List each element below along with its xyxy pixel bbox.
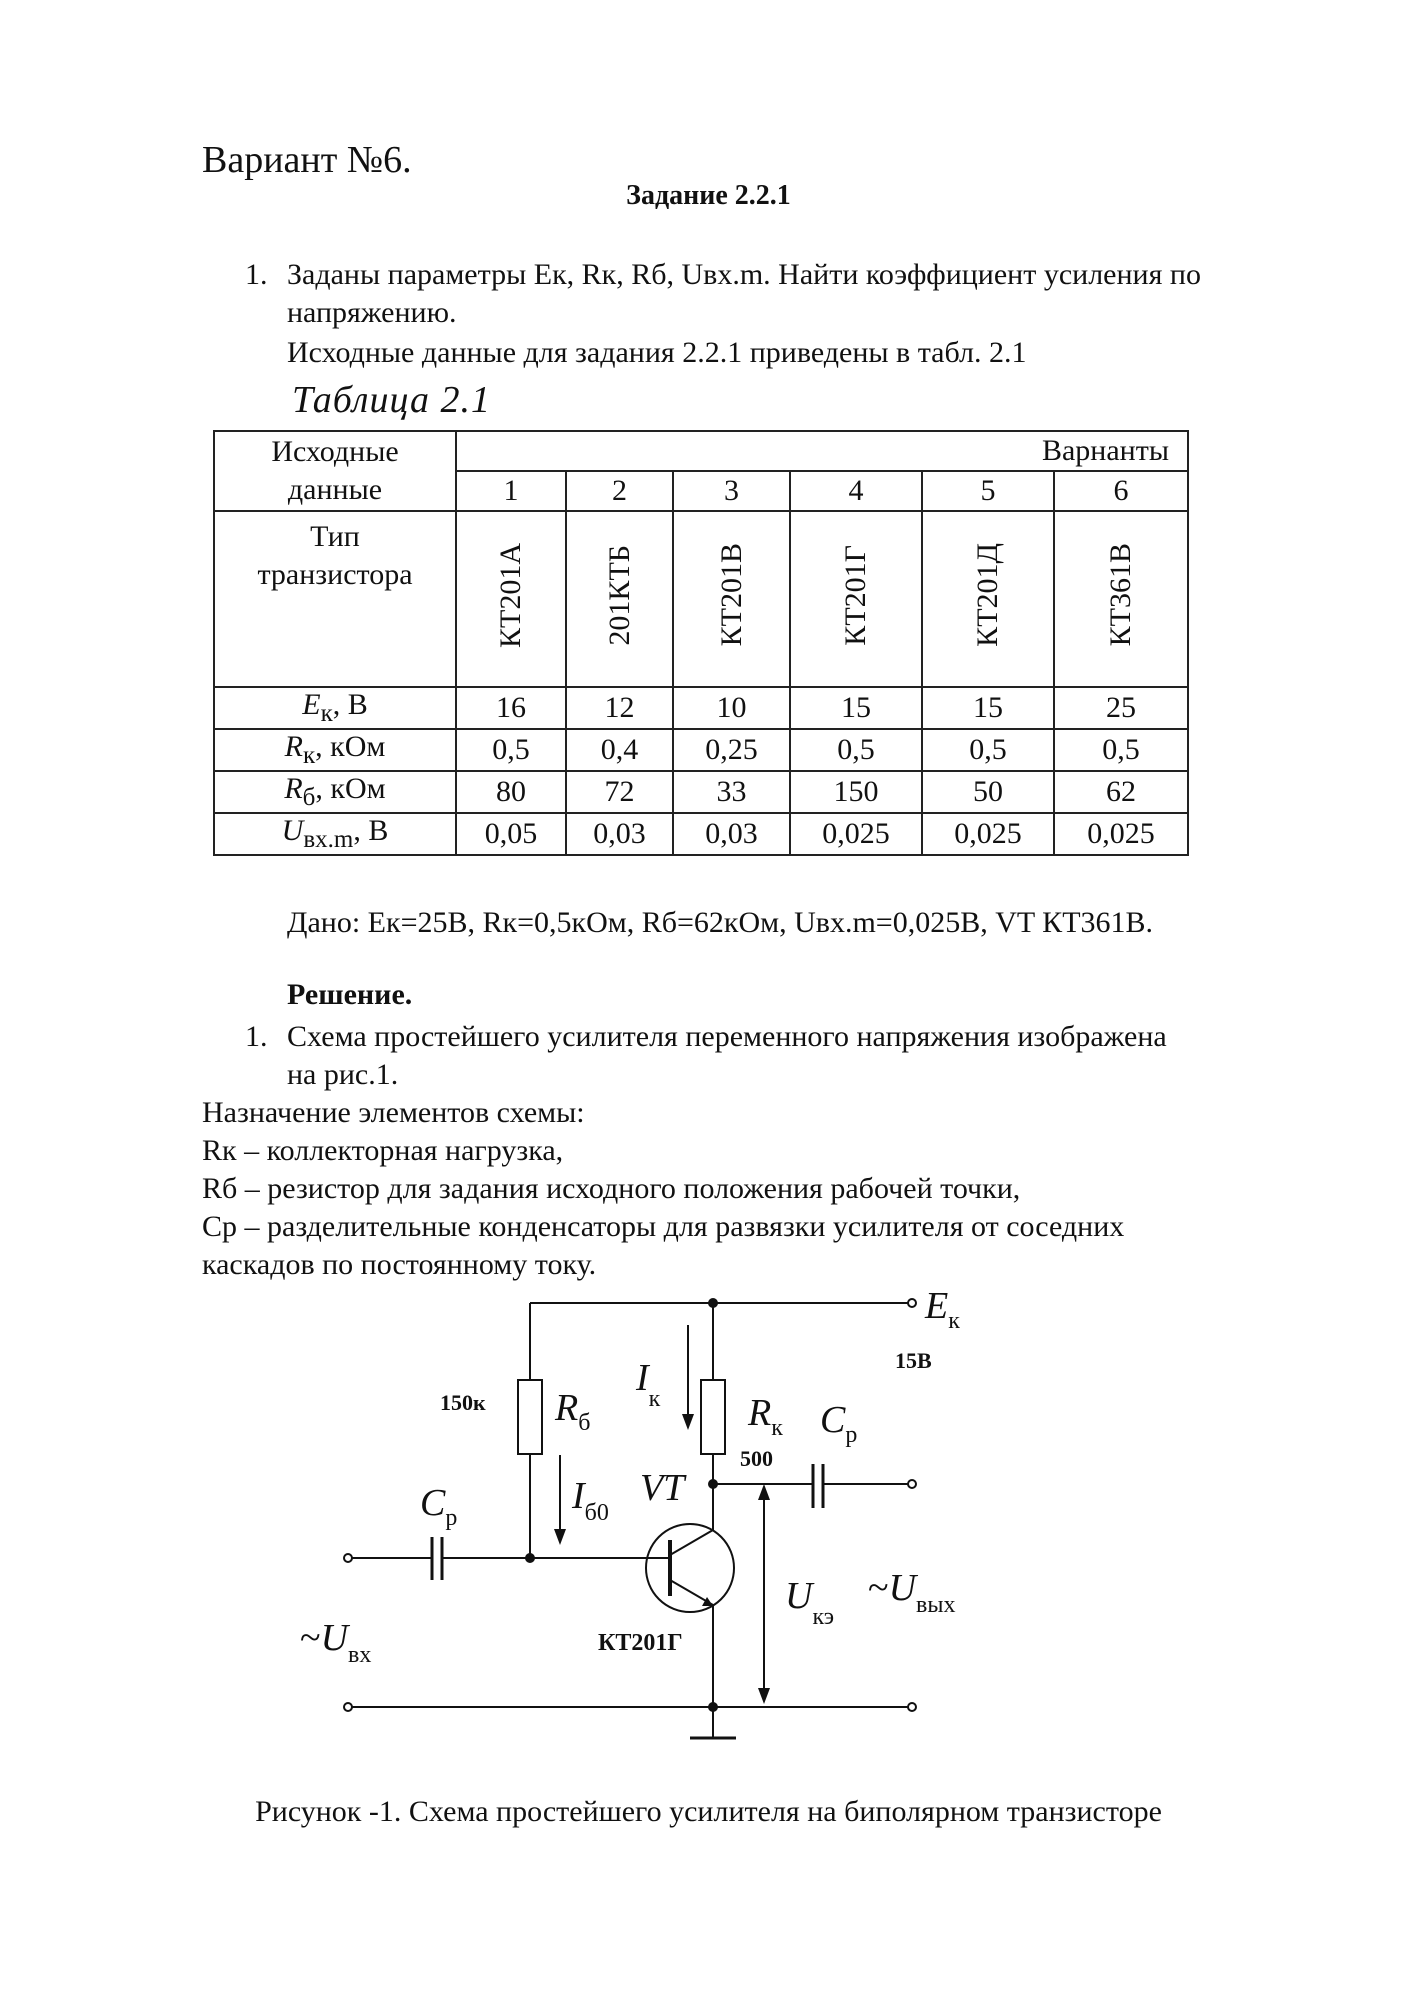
given-line: Дано: Ек=25В, Rк=0,5кОм, Rб=62кОм, Uвх.m=0,025В, VT КТ361В. bbox=[287, 906, 1154, 939]
table-cell: 62 bbox=[1054, 771, 1188, 813]
table-cell: 15 bbox=[790, 687, 922, 729]
transistor-type: КТ201А bbox=[494, 542, 527, 648]
solution-title: Решение. bbox=[287, 978, 413, 1011]
rb-description: Rб – резистор для задания исходного положения рабочей точки, bbox=[202, 1172, 1021, 1205]
transistor-label-line1: Тип bbox=[310, 520, 360, 553]
rb-resistor bbox=[518, 1380, 542, 1454]
transistor-type: 201КТБ bbox=[602, 544, 636, 646]
table-caption: Таблица 2.1 bbox=[292, 379, 491, 421]
cp-output-label: $C_р$ bbox=[820, 1399, 858, 1448]
ik-label: $I_к$ bbox=[636, 1357, 661, 1412]
input-terminal bbox=[344, 1554, 352, 1562]
table-cell: 0,03 bbox=[673, 813, 790, 855]
rb-label: $R_б$ bbox=[555, 1387, 591, 1436]
table-cell: 0,05 bbox=[456, 813, 566, 855]
row-label: $E_к$, В bbox=[214, 687, 456, 729]
table-cell: 0,25 bbox=[673, 729, 790, 771]
rk-label: $R_к$ bbox=[748, 1392, 783, 1441]
solution-item-number: 1. bbox=[245, 1020, 268, 1053]
task-line-3: Исходные данные для задания 2.2.1 приведены в табл. 2.1 bbox=[287, 336, 1027, 369]
row-label: $R_б$, кОм bbox=[214, 771, 456, 813]
table-cell: 16 bbox=[456, 687, 566, 729]
ground-terminal bbox=[344, 1703, 352, 1711]
header-label-line2: данные bbox=[287, 473, 383, 506]
task-line-1: Заданы параметры Ек, Rк, Rб, Uвх.m. Найти коэффициент усиления по bbox=[287, 258, 1201, 291]
transistor-type: КТ201Д bbox=[971, 543, 1004, 647]
table-cell: 0,025 bbox=[922, 813, 1054, 855]
rk-value: 500 bbox=[740, 1446, 773, 1471]
table-cell: 33 bbox=[673, 771, 790, 813]
task-line-2: напряжению. bbox=[287, 296, 457, 329]
rk-resistor bbox=[701, 1380, 725, 1454]
transistor-type: КТ361В bbox=[1104, 543, 1137, 647]
variant-num: 3 bbox=[673, 471, 790, 511]
rk-description: Rк – коллекторная нагрузка, bbox=[202, 1134, 564, 1167]
vt-label: VT bbox=[640, 1467, 685, 1509]
variant-num: 5 bbox=[922, 471, 1054, 511]
cp-input-label: $C_р$ bbox=[420, 1482, 458, 1531]
variants-label: Варнанты bbox=[1041, 434, 1169, 467]
table-cell: 0,5 bbox=[1054, 729, 1188, 771]
uout-label: $\sim U_{вых}$ bbox=[868, 1567, 956, 1618]
table-cell: 0,5 bbox=[922, 729, 1054, 771]
variant-num: 1 bbox=[456, 471, 566, 511]
transistor-label-line2: транзистора bbox=[257, 558, 413, 591]
purpose-title: Назначение элементов схемы: bbox=[202, 1096, 585, 1129]
ek-value: 15В bbox=[895, 1348, 932, 1373]
uin-label: $\sim U_{вх}$ bbox=[300, 1617, 372, 1668]
rb-value: 150к bbox=[440, 1390, 486, 1415]
transistor-symbol bbox=[646, 1524, 734, 1612]
transistor-type: КТ201В bbox=[714, 543, 748, 647]
table-cell: 80 bbox=[456, 771, 566, 813]
variant-num: 6 bbox=[1054, 471, 1188, 511]
header-label-line1: Исходные bbox=[271, 435, 399, 468]
transistor-type: КТ201Г bbox=[839, 544, 872, 646]
table-cell: 0,025 bbox=[1054, 813, 1188, 855]
table-cell: 0,5 bbox=[790, 729, 922, 771]
table-cell: 0,03 bbox=[566, 813, 673, 855]
supply-terminal bbox=[908, 1299, 916, 1307]
row-label: $U_{вх.m}$, В bbox=[214, 813, 456, 855]
table-cell: 10 bbox=[673, 687, 790, 729]
table-cell: 12 bbox=[566, 687, 673, 729]
variant-num: 4 bbox=[790, 471, 922, 511]
solution-line-2: на рис.1. bbox=[287, 1058, 399, 1091]
uke-label: $U_{кэ}$ bbox=[785, 1575, 835, 1630]
cp-description-2: каскадов по постоянному току. bbox=[202, 1248, 597, 1281]
transistor-type-label: КТ201Г bbox=[598, 1630, 683, 1656]
table-cell: 15 bbox=[922, 687, 1054, 729]
figure-caption: Рисунок -1. Схема простейшего усилителя на биполярном транзисторе bbox=[255, 1795, 1162, 1828]
task-title: Задание 2.2.1 bbox=[626, 180, 791, 211]
output-terminal bbox=[908, 1480, 916, 1488]
table-cell: 0,025 bbox=[790, 813, 922, 855]
table-cell: 0,4 bbox=[566, 729, 673, 771]
row-label: $R_к$, кОм bbox=[214, 729, 456, 771]
task-item-number: 1. bbox=[245, 258, 268, 291]
table-cell: 50 bbox=[922, 771, 1054, 813]
solution-line-1: Схема простейшего усилителя переменного напряжения изображена bbox=[287, 1020, 1167, 1053]
ek-label: $E_к$ bbox=[925, 1285, 960, 1334]
ib0-label: $I_{б0}$ bbox=[572, 1475, 609, 1526]
variant-title: Вариант №6. bbox=[202, 139, 412, 181]
table-cell: 0,5 bbox=[456, 729, 566, 771]
table-cell: 150 bbox=[790, 771, 922, 813]
table-cell: 25 bbox=[1054, 687, 1188, 729]
variant-num: 2 bbox=[566, 471, 673, 511]
table-cell: 72 bbox=[566, 771, 673, 813]
cp-description-1: Cр – разделительные конденсаторы для развязки усилителя от соседних bbox=[202, 1210, 1125, 1243]
